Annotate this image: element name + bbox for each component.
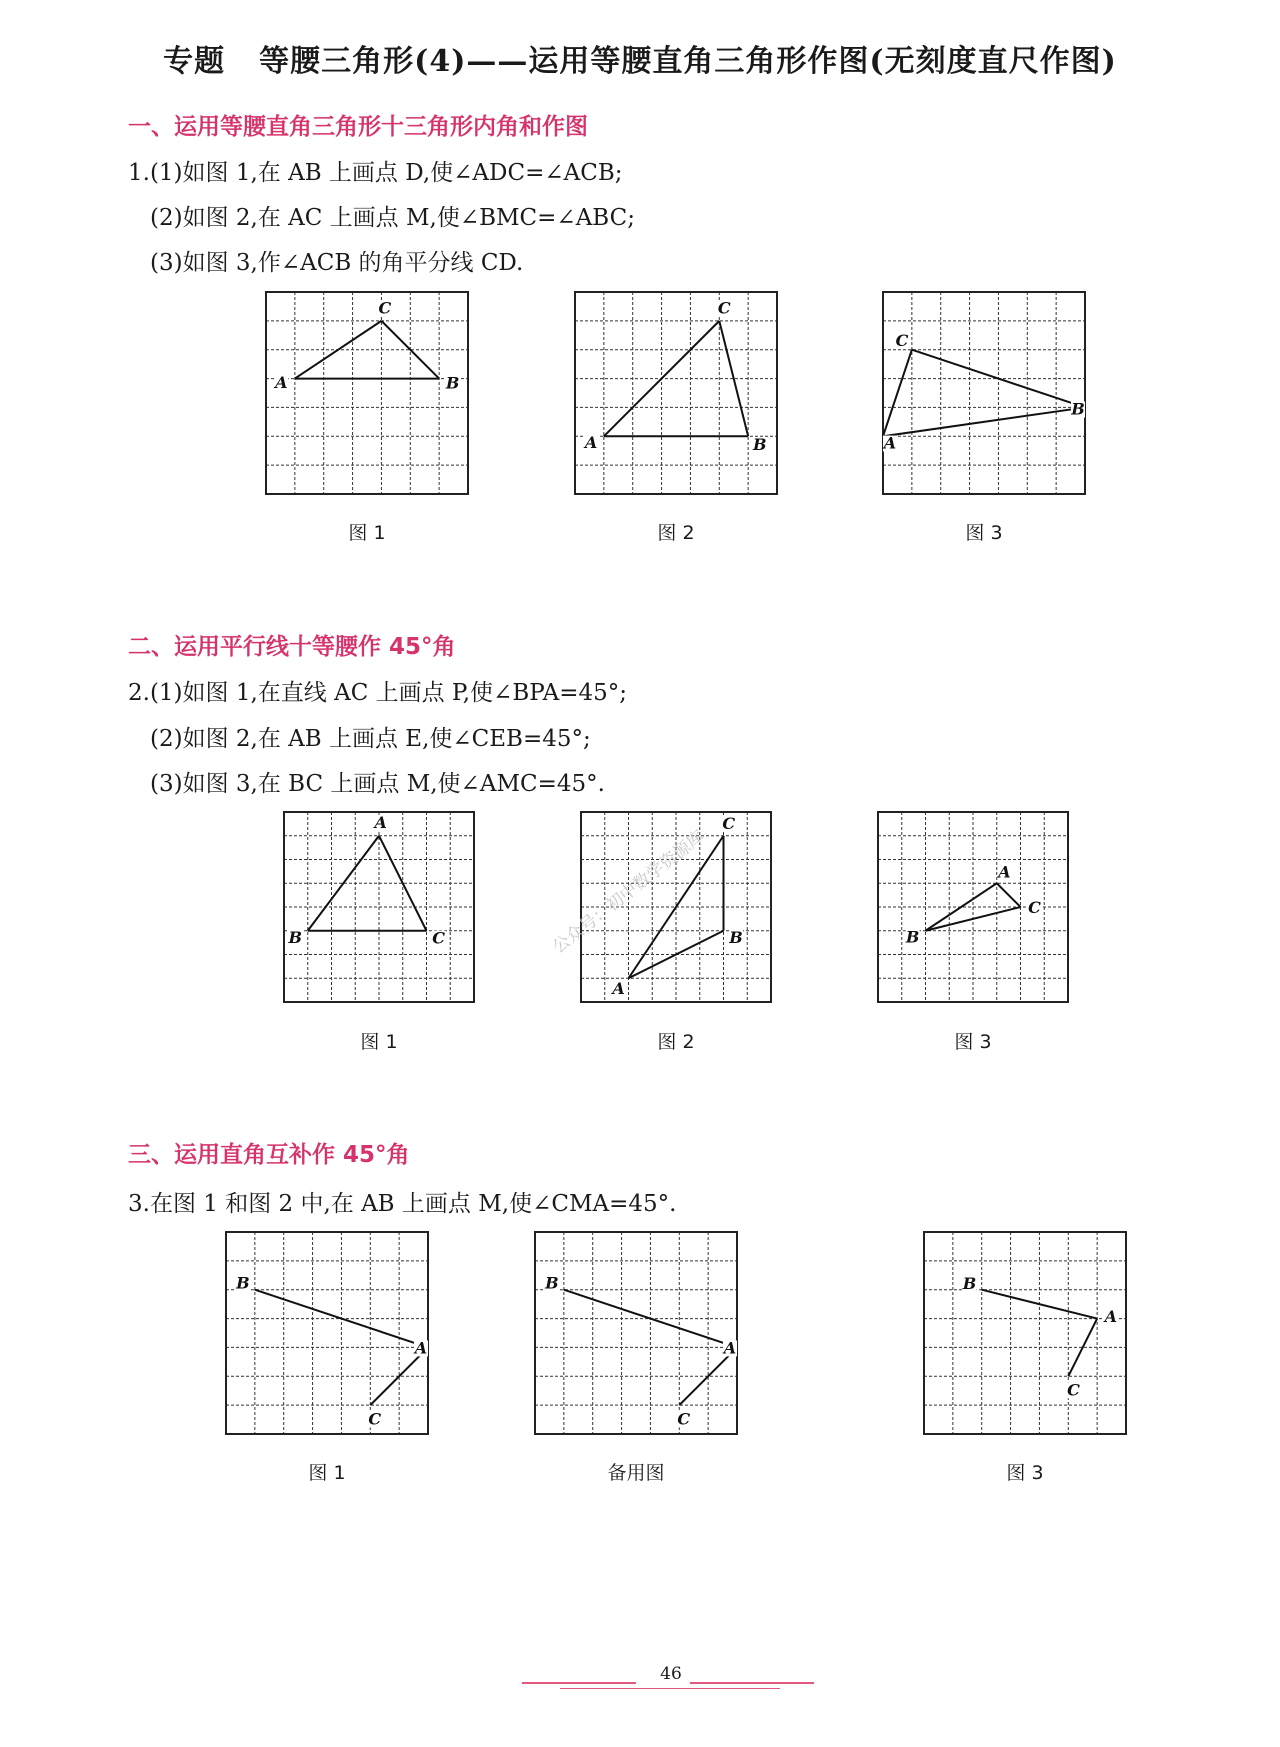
point-label-B: B <box>729 928 743 948</box>
page-number: 46 <box>660 1664 682 1684</box>
figure-1-2 <box>575 292 777 494</box>
point-label-C: C <box>1067 1380 1080 1400</box>
figure-2-3-caption: 图 3 <box>954 1031 992 1053</box>
section-1-heading: 一、运用等腰直角三角形十三角形内角和作图 <box>128 114 588 140</box>
figure-3-3-caption: 图 3 <box>1006 1462 1044 1484</box>
section-2-heading: 二、运用平行线十等腰作 45°角 <box>128 634 456 660</box>
point-label-A: A <box>275 372 288 392</box>
point-label-A: A <box>723 1338 737 1358</box>
point-label-B: B <box>1071 399 1085 419</box>
figure-3-1 <box>226 1232 428 1434</box>
question-1-part-3: (3)如图 3,作∠ACB 的角平分线 CD. <box>150 250 524 276</box>
figure-1-1-caption: 图 1 <box>348 522 386 544</box>
point-label-A: A <box>612 979 625 999</box>
watermark: 公众号：初中数学资源库 <box>549 826 709 958</box>
section-3-heading: 三、运用直角互补作 45°角 <box>128 1142 410 1168</box>
question-2-part-2: (2)如图 2,在 AB 上画点 E,使∠CEB=45°; <box>150 726 591 752</box>
point-label-A: A <box>374 812 387 832</box>
point-label-B: B <box>288 928 302 948</box>
footer-rule-right <box>690 1682 814 1684</box>
point-label-C: C <box>368 1409 382 1429</box>
figure-background <box>883 292 1085 494</box>
point-label-A: A <box>998 862 1011 882</box>
figure-1-2-caption: 图 2 <box>657 522 695 544</box>
figure-2-3 <box>878 812 1068 1002</box>
figure-background <box>575 292 777 494</box>
point-label-C: C <box>722 813 736 833</box>
figure-background <box>535 1232 737 1434</box>
question-2-part-3: (3)如图 3,在 BC 上画点 M,使∠AMC=45°. <box>150 771 605 797</box>
figure-2-1-caption: 图 1 <box>360 1031 398 1053</box>
question-3: 3.在图 1 和图 2 中,在 AB 上画点 M,使∠CMA=45°. <box>128 1191 677 1217</box>
point-label-B: B <box>905 927 920 947</box>
figure-background <box>266 292 468 494</box>
point-label-A: A <box>414 1338 428 1358</box>
point-label-B: B <box>753 435 767 455</box>
figure-1-3 <box>883 292 1085 494</box>
footer-rule-left <box>522 1682 636 1684</box>
figure-1-3-caption: 图 3 <box>965 522 1003 544</box>
point-label-C: C <box>378 298 392 318</box>
figure-1-1 <box>266 292 468 494</box>
title-main: 等腰三角形(4)——运用等腰直角三角形作图(无刻度直尺作图) <box>259 44 1117 79</box>
point-label-C: C <box>895 330 909 350</box>
point-label-A: A <box>883 433 897 453</box>
figure-3-backup <box>535 1232 737 1434</box>
question-2-part-1: 2.(1)如图 1,在直线 AC 上画点 P,使∠BPA=45°; <box>128 680 627 706</box>
question-1-part-2: (2)如图 2,在 AC 上画点 M,使∠BMC=∠ABC; <box>150 205 635 231</box>
point-label-A: A <box>584 432 598 452</box>
point-label-B: B <box>236 1273 250 1293</box>
point-label-C: C <box>1028 898 1041 917</box>
question-1-part-1: 1.(1)如图 1,在 AB 上画点 D,使∠ADC=∠ACB; <box>128 160 623 186</box>
figure-2-2-caption: 图 2 <box>657 1031 695 1053</box>
point-label-B: B <box>962 1273 977 1293</box>
title-topic: 专题 <box>163 44 226 79</box>
figure-background <box>226 1232 428 1434</box>
figure-2-1 <box>284 812 474 1002</box>
figure-3-1-caption: 图 1 <box>308 1462 346 1484</box>
figure-background <box>924 1232 1126 1434</box>
footer-rule-under <box>560 1688 780 1689</box>
page-title <box>0 36 1280 80</box>
point-label-A: A <box>1104 1306 1118 1326</box>
point-label-C: C <box>432 928 446 948</box>
figure-3-3 <box>924 1232 1126 1434</box>
point-label-B: B <box>445 373 460 393</box>
point-label-C: C <box>677 1409 691 1429</box>
point-label-C: C <box>717 298 731 318</box>
figure-3-backup-caption: 备用图 <box>607 1462 665 1484</box>
point-label-B: B <box>545 1273 559 1293</box>
